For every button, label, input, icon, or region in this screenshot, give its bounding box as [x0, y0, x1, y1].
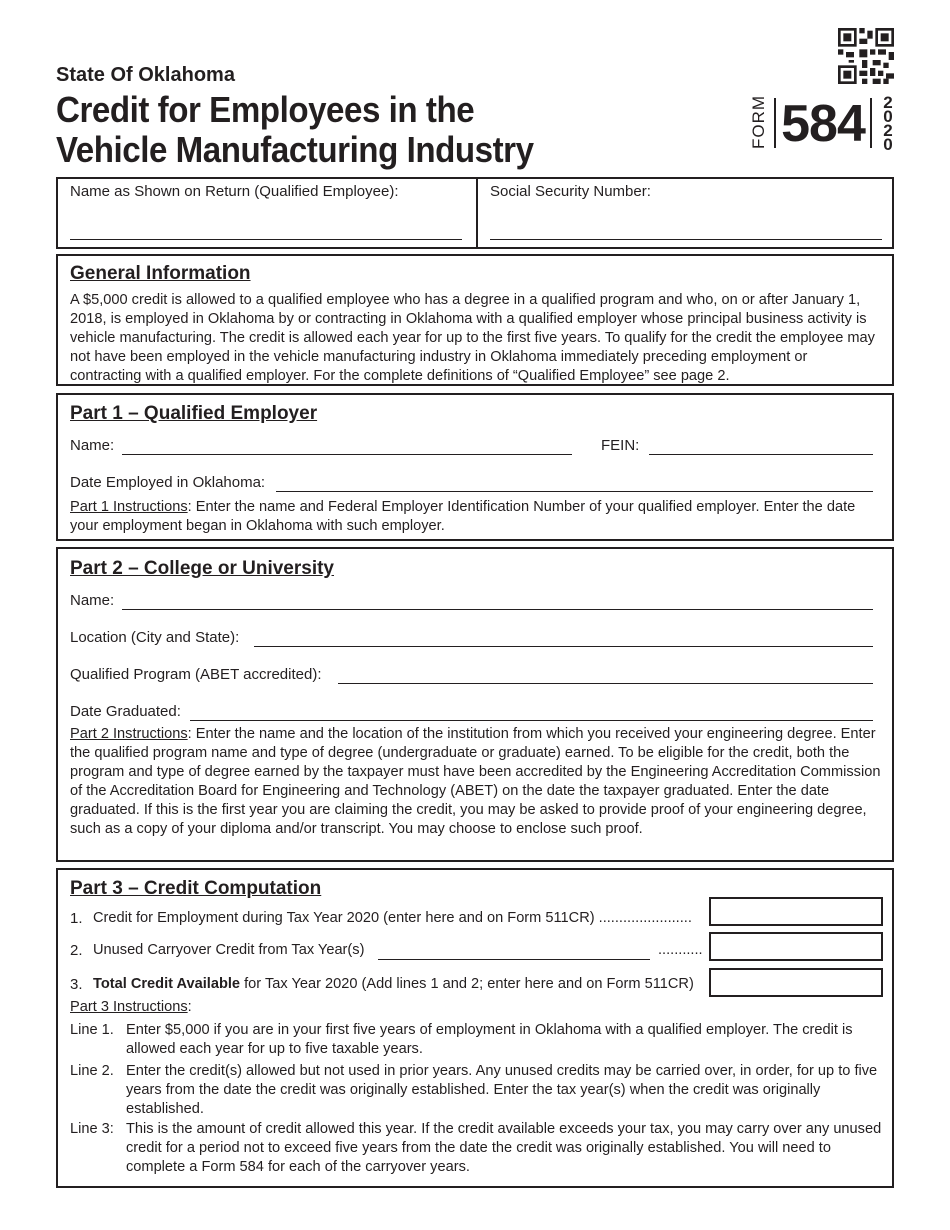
name-field[interactable] [70, 239, 462, 240]
part1-instructions-label: Part 1 Instructions [70, 499, 188, 515]
year-digit: 2 [883, 93, 893, 112]
line3-amount-box[interactable] [709, 968, 883, 997]
program-label: Qualified Program (ABET accredited): [70, 666, 322, 683]
part1-instructions-text: : Enter the name and Federal Employer Identification Number of your qualified employer. Enter the date your employment began in Oklahoma with such employer. [70, 499, 856, 534]
program-field[interactable] [338, 683, 873, 684]
year-digit: 0 [883, 107, 893, 126]
line2-number: 2. [70, 942, 83, 959]
state-label: State Of Oklahoma [56, 64, 235, 86]
instruction-text: This is the amount of credit allowed this year. If the credit available exceeds your tax, you may carry over any unused credit for a period not to exceed five years from the date the credit was originally established. You will need to complete a Form 584 for each of the carryover years. [126, 1121, 882, 1175]
part1-heading: Part 1 – Qualified Employer [70, 403, 318, 424]
form-title [56, 90, 645, 170]
part1-instructions [70, 498, 880, 536]
part2-instructions-text: : Enter the name and the location of the institution from which you received your engineering degree. Enter the qualified program name and type of degree (undergraduate or graduate) earned. To be eligible for the credit, both the program and type of degree earned by the taxpayer must have been accredited by the Engineering Accreditation Commission of the Accreditation Board for Engineering and Technology (ABET) on the date the taxpayer graduated. Enter the date graduated. If this is the first year you are claiming the credit, you may be asked to provide proof of your engineering degree, such as a copy of your diploma and/or transcript. You may choose to enclose such proof. [70, 726, 881, 837]
part2-heading: Part 2 – College or University [70, 558, 334, 579]
location-label: Location (City and State): [70, 629, 240, 646]
name-label: Name as Shown on Return (Qualified Employee): [70, 183, 399, 200]
line3-bold-label: Total Credit Available [93, 976, 241, 992]
ssn-label: Social Security Number: [490, 183, 651, 200]
instruction-line-3 [70, 1120, 886, 1177]
line2-amount-box[interactable] [709, 932, 883, 961]
qr-code-icon [838, 28, 894, 84]
line1-number: 1. [70, 910, 83, 927]
ssn-field[interactable] [490, 239, 882, 240]
instruction-tag: Line 1. [70, 1022, 114, 1038]
year-digit: 0 [883, 135, 893, 154]
date-employed-field[interactable] [276, 491, 873, 492]
instruction-line-2 [70, 1062, 886, 1119]
instruction-text: Enter the credit(s) allowed but not used in prior years. Any unused credits may be carried over, in order, for up to five years from the date the credit was originally established. Enter the tax year(s) when the credit was originally established. [126, 1063, 878, 1117]
title-line-2: Vehicle Manufacturing Industry [56, 129, 534, 170]
form-year [878, 93, 898, 154]
form-word [744, 96, 778, 152]
line3-label-text: for Tax Year 2020 (Add lines 1 and 2; enter here and on Form 511CR) [240, 976, 694, 992]
line1-amount-box[interactable] [709, 897, 883, 926]
instruction-text: Enter $5,000 if you are in your first five years of employment in Oklahoma with a qualified employer. The credit is allowed each year for up to five taxable years. [126, 1022, 853, 1057]
fein-field[interactable] [649, 454, 873, 455]
location-field[interactable] [254, 646, 873, 647]
fein-label: FEIN: [601, 437, 640, 454]
general-information-section [56, 254, 894, 386]
graduated-field[interactable] [190, 720, 873, 721]
part1-section [56, 393, 894, 541]
instruction-line-1 [70, 1021, 886, 1059]
employer-name-field[interactable] [122, 454, 572, 455]
part3-section [56, 868, 894, 1188]
college-name-label: Name: [70, 592, 115, 609]
year-digit: 2 [883, 121, 893, 140]
form-word-text: FORM [749, 94, 769, 150]
part2-instructions [70, 725, 884, 839]
title-line-1: Credit for Employees in the [56, 89, 475, 130]
carryover-years-field[interactable] [378, 959, 650, 960]
part3-instructions-title [70, 999, 192, 1015]
line2-label: Unused Carryover Credit from Tax Year(s) [93, 942, 365, 958]
instruction-tag: Line 3: [70, 1121, 114, 1137]
employer-name-label: Name: [70, 437, 115, 454]
divider [476, 179, 478, 247]
part3-instructions-colon: : [187, 999, 192, 1015]
form-number: 584 [774, 98, 872, 148]
line2-dots: ........... [658, 942, 703, 958]
part3-heading: Part 3 – Credit Computation [70, 878, 322, 899]
part2-instructions-label: Part 2 Instructions [70, 726, 188, 742]
line1-label: Credit for Employment during Tax Year 2020 (enter here and on Form 511CR) ....................... [93, 910, 692, 926]
line3-number: 3. [70, 976, 83, 993]
general-info-text: A $5,000 credit is allowed to a qualified employee who has a degree in a qualified program and who, on or after January 1, 2018, is employed in Oklahoma by or contracting in Oklahoma with a qualified employer whose principal business activity is vehicle manufacturing. The credit is allowed each year for up to the first five years. To qualify for the credit the employee may not have been employed in the vehicle manufacturing industry in Oklahoma immediately preceding employment or contracting with a qualified employer. For the complete definitions of “Qualified Employee” see page 2. [70, 292, 875, 384]
instruction-tag: Line 2. [70, 1063, 114, 1079]
college-name-field[interactable] [122, 609, 873, 610]
date-employed-label: Date Employed in Oklahoma: [70, 474, 266, 491]
graduated-label: Date Graduated: [70, 703, 181, 720]
taxpayer-id-section [56, 177, 894, 249]
line3-label [93, 976, 694, 992]
part2-section [56, 547, 894, 862]
part3-instructions-label: Part 3 Instructions [70, 999, 188, 1015]
general-info-heading: General Information [70, 263, 251, 284]
